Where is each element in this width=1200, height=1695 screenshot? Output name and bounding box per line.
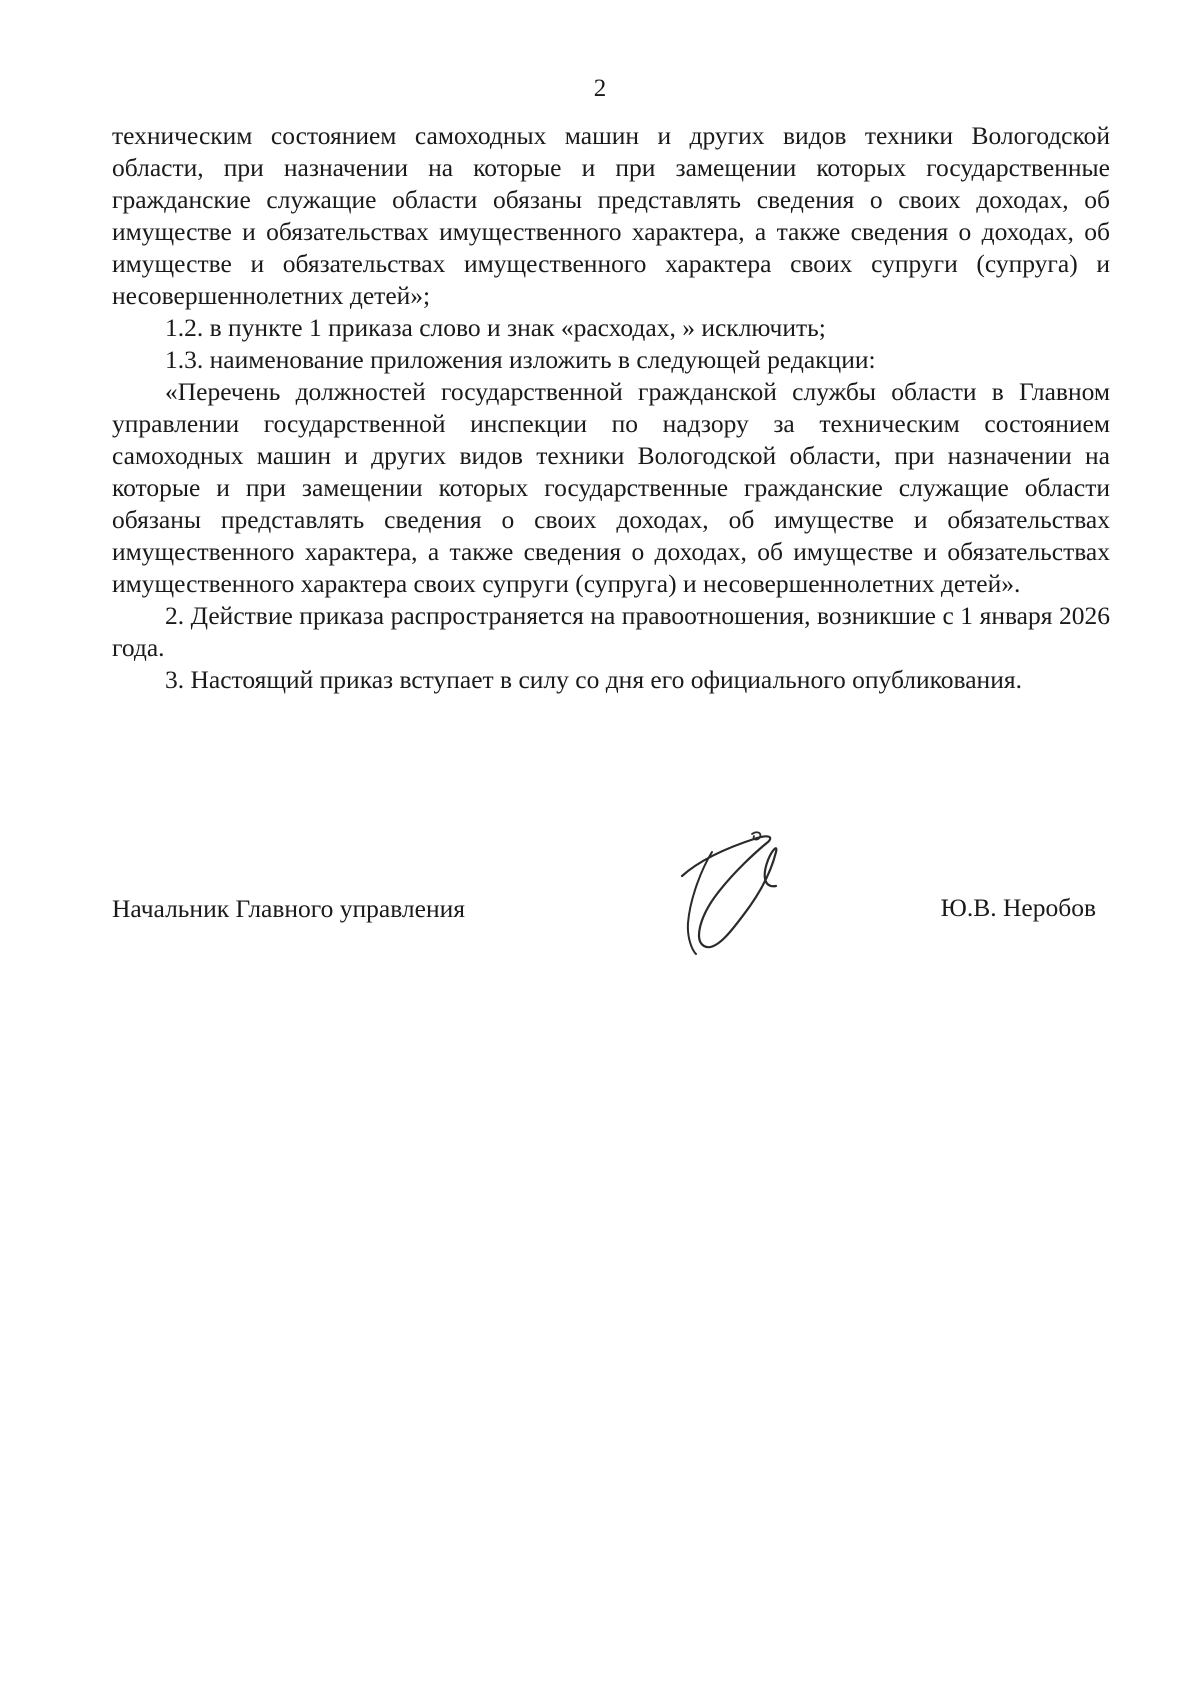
paragraph-item-3: 3. Настоящий приказ вступает в силу со дня его официального опубликования. xyxy=(165,665,1022,694)
document-body xyxy=(112,120,1110,696)
paragraph-item-1-2: 1.2. в пункте 1 приказа слово и знак «расходах, » исключить; xyxy=(165,313,826,342)
paragraph-continuation: техническим состоянием самоходных машин и других видов техники Вологодской области, при назначении на которые и при замещении которых государственные гражданские служащие области обязаны представлять сведения о своих доходах, об имуществе и обязательствах имущественного характера, а также сведения о доходах, об имуществе и обязательствах имущественного характера своих супруги (супруга) и несовершеннолетних детей»; xyxy=(112,121,1110,310)
handwritten-signature-icon xyxy=(672,828,802,963)
paragraph-item-1-3: 1.3. наименование приложения изложить в следующей редакции: xyxy=(165,345,876,374)
signature-block xyxy=(112,893,1110,933)
signatory-position: Начальник Главного управления xyxy=(112,894,465,923)
page-number: 2 xyxy=(593,75,607,102)
signatory-name: Ю.В. Неробов xyxy=(940,893,1096,922)
paragraph-appendix-title: «Перечень должностей государственной гражданской службы области в Главном управлении государственной инспекции по надзору за техническим состоянием самоходных машин и других видов техники Вологодской области, при назначении на которые и при замещении которых государственные гражданские служащие области обязаны представлять сведения о своих доходах, об имуществе и обязательствах имущественного характера, а также сведения о доходах, об имуществе и обязательствах имущественного характера своих супруги (супруга) и несовершеннолетних детей». xyxy=(112,377,1110,598)
paragraph-item-2: 2. Действие приказа распространяется на правоотношения, возникшие с 1 января 2026 года. xyxy=(112,601,1110,662)
